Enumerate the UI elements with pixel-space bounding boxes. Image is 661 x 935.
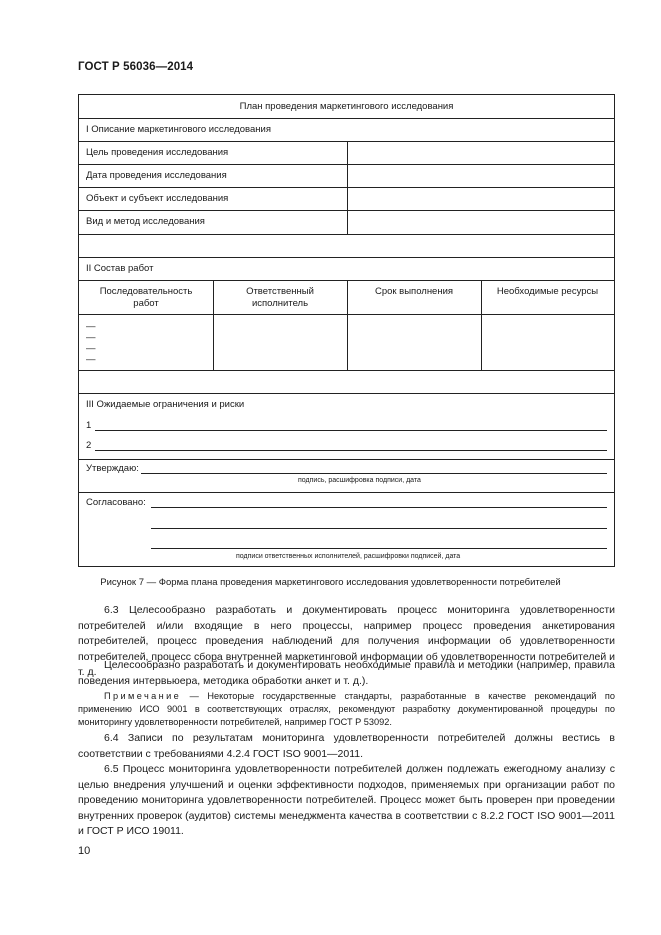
approve-label: Утверждаю:	[86, 463, 139, 474]
risk-number: 1	[86, 420, 92, 431]
marketing-research-plan-form	[78, 94, 615, 567]
row-label-date: Дата проведения исследования	[86, 170, 227, 181]
agreed-caption: подписи ответственных исполнителей, расшифровки подписей, дата	[236, 553, 461, 560]
work-step-dash: —	[86, 354, 96, 365]
row-divider	[79, 118, 614, 119]
risk-line	[95, 430, 607, 431]
row-label-object-subject: Объект и субъект исследования	[86, 193, 229, 204]
section-description-heading: I Описание маркетингового исследования	[86, 124, 271, 135]
row-divider	[79, 370, 614, 371]
work-step-dash: —	[86, 332, 96, 343]
section-risks-heading: III Ожидаемые ограничения и риски	[86, 399, 245, 410]
row-label-method: Вид и метод исследования	[86, 216, 205, 227]
column-divider	[347, 141, 348, 234]
agreed-signature-line	[151, 528, 607, 529]
row-divider	[79, 234, 614, 235]
figure-caption: Рисунок 7 — Форма плана проведения маркетингового исследования удовлетворенности потребителей	[100, 577, 561, 588]
paragraph-text: 6.5 Процесс мониторинга удовлетворенности потребителей должен подлежать ежегодному анализу с целью внедрения улучшений и оценки эффективности подходов, применяемых при организации работ по проведению мониторинга удовлетворенности потребителей. Процесс может быть проверен при проведении внутренних проверок (аудитов) системы менеджмента качества в соответствии с 8.2.2 ГОСТ ISO 9001—2011 и ГОСТ Р ИСО 19011.	[78, 763, 615, 837]
row-divider	[79, 257, 614, 258]
approve-signature-line	[141, 473, 607, 474]
work-step-dash: —	[86, 321, 96, 332]
agreed-signature-line	[151, 548, 607, 549]
paragraph-text: 6.3 Целесообразно разработать и документировать процесс мониторинга удовлетворенности потребителей и/или входящие в него процессы, например процесс проведения анкетирования потребителей, процесс проведения наблюдений для получения информации об удовлетворенности потребителей, процесс сбора внутренней маркетинговой информации об удовлетворенности потребителей и т. д.	[78, 604, 615, 678]
approve-caption: подпись, расшифровка подписи, дата	[298, 477, 421, 484]
section-works-heading: II Состав работ	[86, 263, 154, 274]
work-step-dash: —	[86, 343, 96, 354]
form-title: План проведения маркетингового исследования	[239, 101, 454, 112]
risk-number: 2	[86, 440, 92, 451]
document-header: ГОСТ Р 56036—2014	[78, 61, 194, 73]
row-divider	[79, 492, 614, 493]
agreed-signature-line	[151, 507, 607, 508]
column-header-responsible: Ответственный исполнитель	[246, 286, 314, 309]
page-number: 10	[78, 845, 91, 857]
column-header-sequence: Последовательность работ	[99, 286, 193, 309]
agreed-label: Согласовано:	[86, 497, 146, 508]
risk-line	[95, 450, 607, 451]
paragraph-text: Целесообразно разработать и документировать необходимые правила и методики (например, правила поведения интервьюера, методика обработки анкет и т. д.).	[78, 659, 615, 687]
note-text: — Некоторые государственные стандарты, разработанные в качестве рекомендаций по применению ИСО 9001 в соответствующих отраслях, рекомендуют разработку документированной процедуры по мониторингу удовлетворенности потребителей, например ГОСТ Р 53092.	[78, 691, 615, 727]
note-label: Примечание	[104, 691, 182, 701]
paragraph-rules	[78, 658, 615, 689]
column-header-deadline: Срок выполнения	[374, 286, 454, 297]
paragraph-6-5	[78, 762, 615, 840]
column-header-resources: Необходимые ресурсы	[496, 286, 599, 297]
paragraph-6-4	[78, 731, 615, 762]
row-label-goal: Цель проведения исследования	[86, 147, 229, 158]
note	[78, 690, 615, 729]
paragraph-text: 6.4 Записи по результатам мониторинга удовлетворенности потребителей должны вестись в соответствии с требованиями 4.2.4 ГОСТ ISO 9001—2011.	[78, 732, 615, 760]
row-divider	[79, 393, 614, 394]
row-divider	[79, 459, 614, 460]
